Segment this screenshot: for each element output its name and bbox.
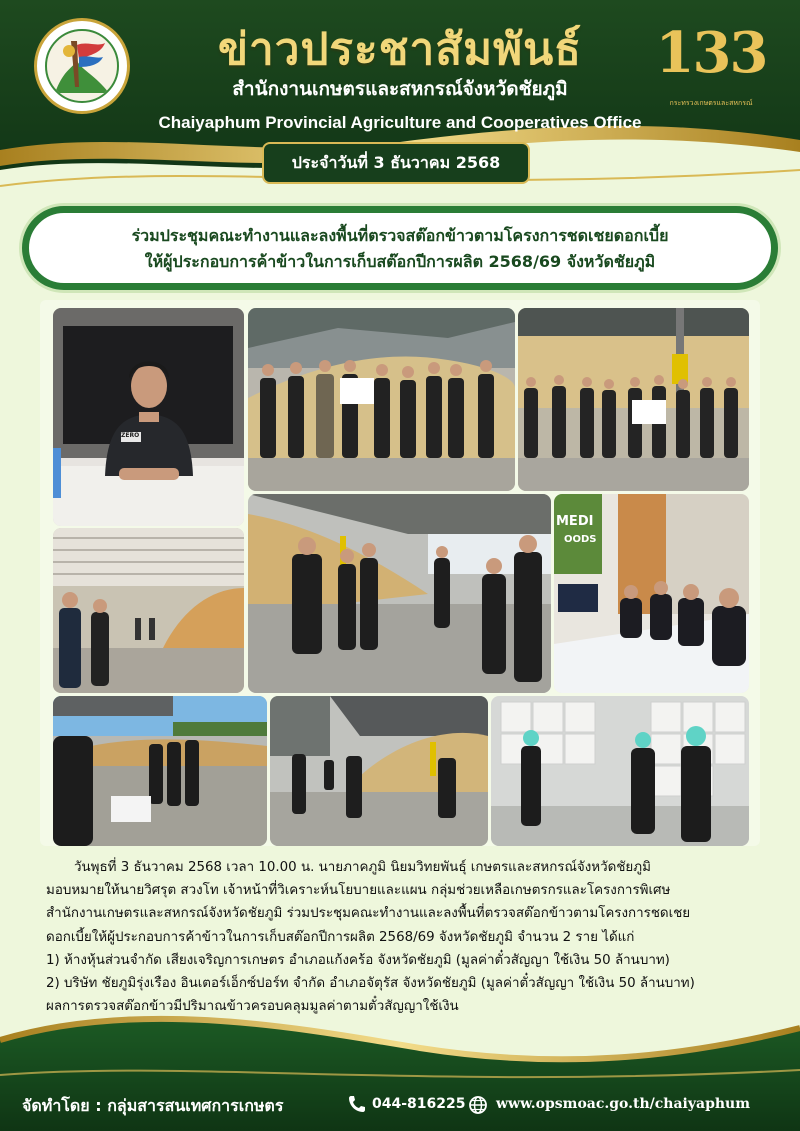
headline-box [22,206,778,290]
photo-official-portrait [53,308,244,526]
body-text [46,856,766,1018]
headline [29,223,771,275]
office-name-english: Chaiyaphum Provincial Agriculture and Cooperatives Office [158,113,642,132]
photo-meeting-room [554,494,749,693]
photo-group-warehouse-2 [518,308,749,491]
photo-warehouse-floor [248,494,551,693]
date-label: ประจำวันที่ 3 ธันวาคม 2568 [262,142,530,184]
photo-group-warehouse-1 [248,308,515,491]
headline-line-2: ให้ผู้ประกอบการค้าข้าวในการเก็บสต๊อกปีการผลิต 2568/69 จังหวัดชัยภูมิ [144,252,656,271]
footer-phone[interactable]: 044-816225 [372,1096,466,1112]
headline-line-1: ร่วมประชุมคณะทำงานและลงพื้นที่ตรวจสต๊อกข้าวตามโครงการชดเชยดอกเบี้ย [131,226,669,245]
photo-bag-warehouse [491,696,749,846]
photo-storage-shed [270,696,488,846]
body-line-7: ผลการตรวจสต๊อกข้าวมีปริมาณข้าวครอบคลุมมูลค่าตามตั๋วสัญญาใช้เงิน [46,999,459,1015]
phone-icon [346,1094,366,1114]
anniversary-badge [652,20,770,116]
emblem-logo [34,18,130,114]
body-line-1: วันพุธที่ 3 ธันวาคม 2568 เวลา 10.00 น. นายภาคภูมิ นิยมวิทยพันธุ์ เกษตรและสหกรณ์จังหวัดชัยภูมิ [74,860,651,875]
body-line-3: สำนักงานเกษตรและสหกรณ์จังหวัดชัยภูมิ ร่วมประชุมคณะทำงานและลงพื้นที่ตรวจสต๊อกข้าวตามโครงการชดเชย [46,906,691,922]
wall-sign-text-2: OODS [564,534,597,545]
news-title: ข่าวประชาสัมพันธ์ [217,24,583,75]
globe-icon [468,1095,488,1115]
shirt-badge-text: ZERO [121,432,140,439]
body-line-2: มอบหมายให้นายวิศรุต สวงโท เจ้าหน้าที่วิเคราะห์นโยบายและแผน กลุ่มช่วยเหลือเกษตรกรและโครงการพิเศษ [46,883,671,899]
emblem-icon [45,29,119,103]
body-line-5: 1) ห้างหุ้นส่วนจำกัด เสียงเจริญการเกษตร อำเภอแก้งคร้อ จังหวัดชัยภูมิ (มูลค่าตั๋วสัญญา ใช้เงิน 50 ล้านบาท) [46,952,670,968]
office-name-thai: สำนักงานเกษตรและสหกรณ์จังหวัดชัยภูมิ [232,78,568,100]
photo-outdoor-yard [53,696,267,846]
anniversary-number: 133 [655,20,767,86]
anniversary-text: กระทรวงเกษตรและสหกรณ์ [669,99,753,107]
wall-sign-text: MEDI [556,514,594,529]
footer-producer: จัดทำโดย : กลุ่มสารสนเทศการเกษตร [22,1096,284,1115]
body-line-4: ดอกเบี้ยให้ผู้ประกอบการค้าข้าวในการเก็บสต๊อกปีการผลิต 2568/69 จังหวัดชัยภูมิ จำนวน 2 ราย ได้แก่ [46,929,635,945]
photo-rice-pile-inspection [53,528,244,693]
footer-website[interactable]: www.opsmoac.go.th/chaiyaphum [496,1096,751,1112]
body-line-6: 2) บริษัท ชัยภูมิรุ่งเรือง อินเตอร์เอ็กซ์ปอร์ท จำกัด อำเภอจัตุรัส จังหวัดชัยภูมิ (มูลค่าตั๋วสัญญา ใช้เงิน 50 ล้านบาท) [46,976,695,992]
